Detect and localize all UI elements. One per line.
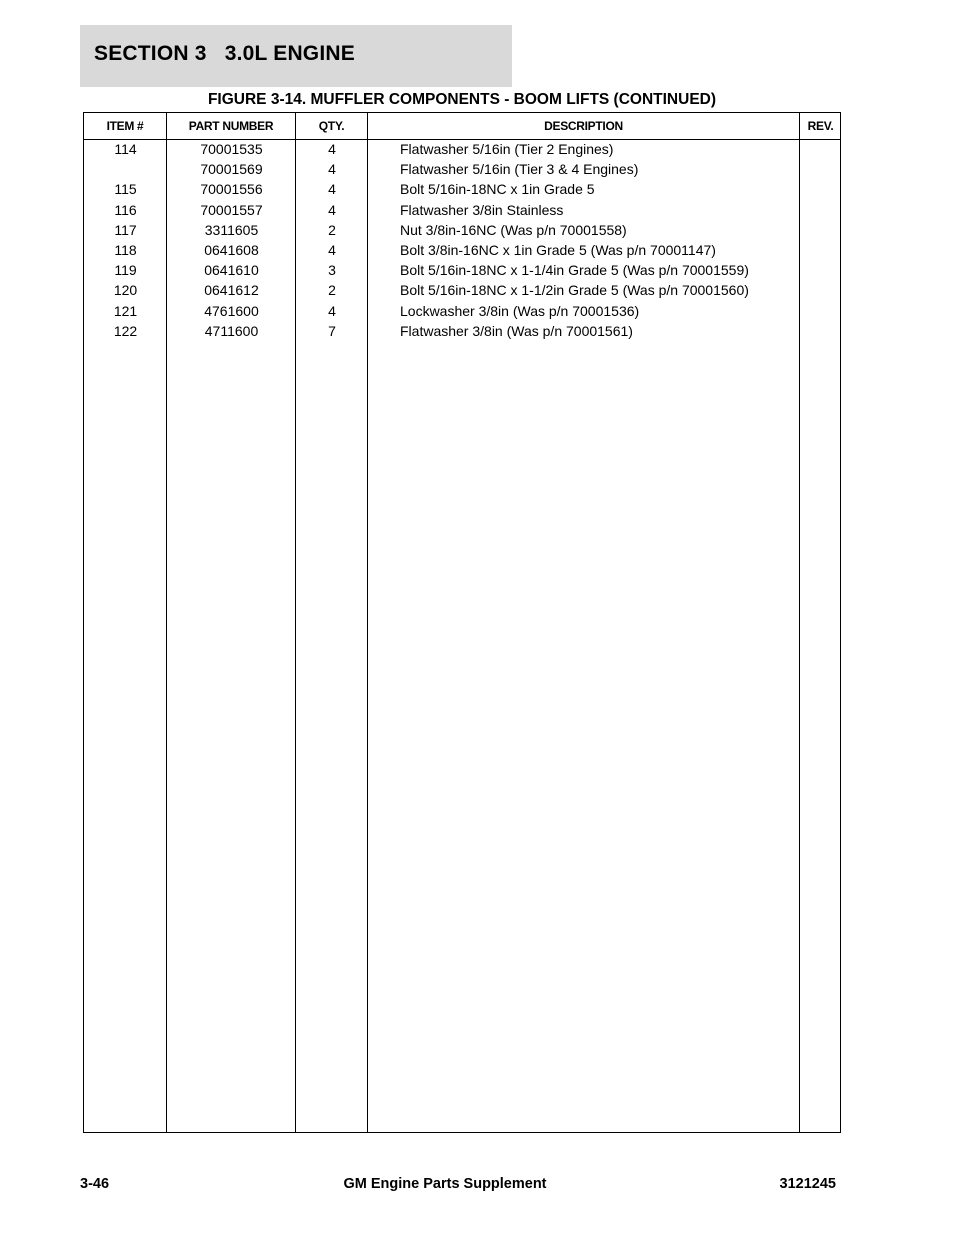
part-number: 0641610 xyxy=(204,262,259,279)
description: Flatwasher 5/16in (Tier 2 Engines) xyxy=(400,141,614,157)
item-number: 121 xyxy=(113,302,138,319)
part-number: 70001556 xyxy=(200,181,263,198)
part-number: 70001557 xyxy=(200,201,263,218)
part-number: 70001535 xyxy=(200,141,263,157)
description: Flatwasher 5/16in (Tier 3 & 4 Engines) xyxy=(400,161,639,178)
column-header-qty: QTY. xyxy=(318,119,345,133)
part-number: 4711600 xyxy=(204,322,259,339)
table-row xyxy=(84,180,840,200)
column-header-description: DESCRIPTION xyxy=(544,119,623,133)
table-row xyxy=(84,281,840,301)
description: Bolt 3/8in-16NC x 1in Grade 5 (Was p/n 70001147) xyxy=(400,241,716,258)
quantity: 4 xyxy=(328,201,336,218)
description: Lockwasher 3/8in (Was p/n 70001536) xyxy=(400,302,640,319)
description: Flatwasher 3/8in Stainless xyxy=(400,201,564,218)
section-title: SECTION 3 3.0L ENGINE xyxy=(94,42,355,65)
quantity: 3 xyxy=(328,262,336,279)
part-number: 70001569 xyxy=(200,161,263,178)
figure-title: FIGURE 3-14. MUFFLER COMPONENTS - BOOM LIFTS (CONTINUED) xyxy=(207,91,717,108)
page-number: 3-46 xyxy=(80,1176,110,1192)
part-number: 3311605 xyxy=(204,221,259,238)
column-header-rev: REV. xyxy=(807,119,834,133)
document-title: GM Engine Parts Supplement xyxy=(343,1176,547,1192)
quantity: 4 xyxy=(328,241,336,258)
item-number: 120 xyxy=(113,282,138,299)
description: Bolt 5/16in-18NC x 1in Grade 5 xyxy=(400,181,595,198)
table-row xyxy=(84,261,840,281)
document-number: 3121245 xyxy=(779,1176,836,1192)
table-row xyxy=(84,322,840,342)
item-number: 114 xyxy=(114,141,137,157)
table-row xyxy=(84,140,840,160)
part-number: 0641612 xyxy=(204,282,259,299)
column-header-part-number: PART NUMBER xyxy=(188,119,274,133)
table-row xyxy=(84,241,840,261)
quantity: 4 xyxy=(328,181,336,198)
item-number: 115 xyxy=(114,181,137,198)
quantity: 4 xyxy=(328,141,336,157)
column-header-item: ITEM # xyxy=(106,119,144,133)
item-number: 117 xyxy=(114,221,137,238)
part-number: 0641608 xyxy=(204,241,259,258)
quantity: 2 xyxy=(328,221,336,238)
parts-table xyxy=(83,112,841,1133)
item-number: 116 xyxy=(114,201,137,218)
quantity: 2 xyxy=(328,282,336,299)
item-number: 119 xyxy=(114,262,137,279)
table-body xyxy=(84,140,840,342)
item-number: 122 xyxy=(113,322,138,339)
quantity: 4 xyxy=(328,161,336,178)
section-banner xyxy=(80,25,512,87)
part-number: 4761600 xyxy=(204,302,259,319)
table-row xyxy=(84,302,840,322)
item-number: 118 xyxy=(114,241,137,258)
quantity: 7 xyxy=(328,322,336,339)
table-row xyxy=(84,201,840,221)
quantity: 4 xyxy=(328,302,336,319)
table-row xyxy=(84,160,840,180)
description: Flatwasher 3/8in (Was p/n 70001561) xyxy=(400,322,633,339)
description: Bolt 5/16in-18NC x 1-1/2in Grade 5 (Was p/n 70001560) xyxy=(400,282,749,299)
description: Nut 3/8in-16NC (Was p/n 70001558) xyxy=(400,221,627,238)
description: Bolt 5/16in-18NC x 1-1/4in Grade 5 (Was p/n 70001559) xyxy=(400,262,749,279)
table-row xyxy=(84,221,840,241)
